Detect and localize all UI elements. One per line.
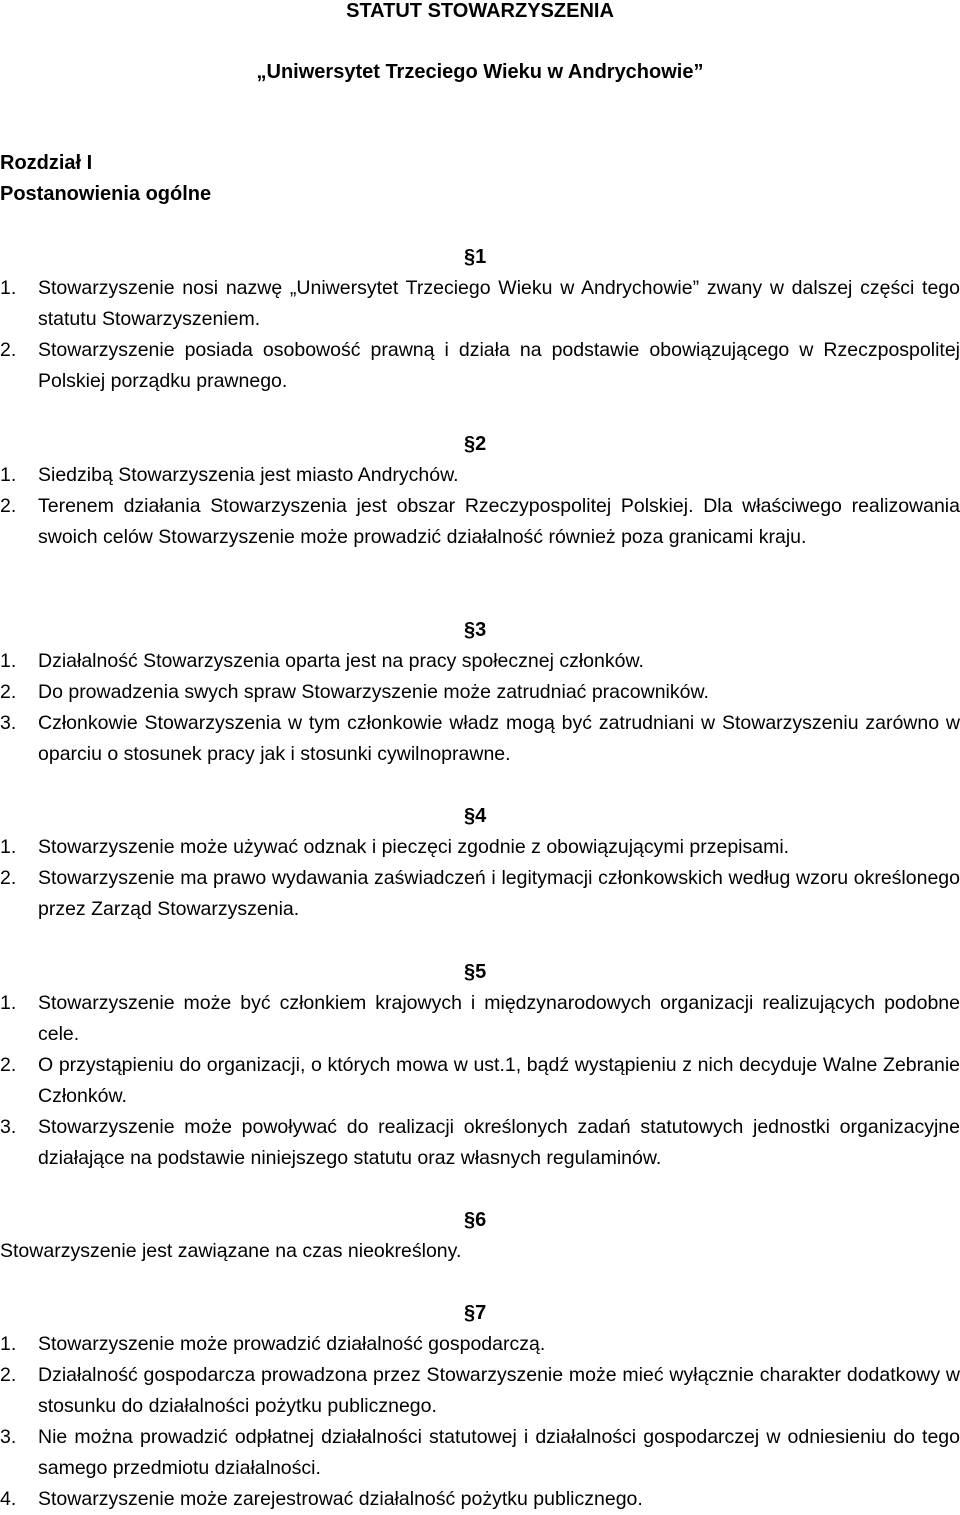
item-number: 1. [0,1333,17,1355]
section-mark: §7 [464,1302,487,1324]
section-5 [0,957,960,1174]
item-text: Stowarzyszenie może zarejestrować działalność pożytku publicznego. [38,1488,643,1510]
document-title: STATUT STOWARZYSZENIA [346,0,614,22]
item-number: 2. [0,867,17,889]
list-item [0,646,960,677]
list-item [0,1050,960,1112]
item-text: Stowarzyszenie ma prawo wydawania zaświadczeń i legitymacji członkowskich według wzoru określonego przez Zarząd Stowarzyszenia. [38,867,960,920]
item-text: O przystąpieniu do organizacji, o których mowa w ust.1, bądź wystąpieniu z nich decyduje Walne Zebranie Członków. [38,1054,960,1107]
section-1 [0,242,960,397]
section-3 [0,615,960,770]
item-number: 2. [0,1054,17,1076]
item-number: 4. [0,1488,17,1510]
list-item [0,708,960,770]
section-4 [0,801,960,925]
list-item [0,988,960,1050]
section-mark: §6 [464,1209,487,1231]
item-number: 1. [0,992,17,1014]
section-mark: §5 [464,961,487,983]
list-item [0,677,960,708]
section-text: Stowarzyszenie jest zawiązane na czas nieokreślony. [0,1240,462,1262]
chapter-heading [0,148,211,210]
chapter-number: Rozdział I [0,152,93,174]
document-subtitle: „Uniwersytet Trzeciego Wieku w Andrychowie” [256,61,704,83]
item-text: Działalność gospodarcza prowadzona przez Stowarzyszenie może mieć wyłącznie charakter dodatkowy w stosunku do działalności pożytku publicznego. [38,1364,960,1417]
list-item [0,1329,960,1360]
section-mark: §2 [464,433,487,455]
section-mark: §1 [464,246,487,268]
item-text: Siedzibą Stowarzyszenia jest miasto Andrychów. [38,464,459,486]
item-text: Do prowadzenia swych spraw Stowarzyszenie może zatrudniać pracowników. [38,681,709,703]
item-number: 3. [0,1116,17,1138]
item-number: 2. [0,1364,17,1386]
item-text: Stowarzyszenie może prowadzić działalność gospodarczą. [38,1333,546,1355]
list-item [0,273,960,335]
list-item [0,1112,960,1174]
list-item [0,832,960,863]
item-text: Działalność Stowarzyszenia oparta jest na pracy społecznej członków. [38,650,644,672]
section-mark: §4 [464,805,487,827]
list-item [0,491,960,553]
item-text: Terenem działania Stowarzyszenia jest obszar Rzeczypospolitej Polskiej. Dla właściwego realizowania swoich celów Stowarzyszenie może prowadzić działalność również poza granicami kraju. [38,495,960,548]
item-text: Stowarzyszenie może używać odznak i pieczęci zgodnie z obowiązującymi przepisami. [38,836,790,858]
list-item [0,1360,960,1422]
list-item [0,460,960,491]
item-text: Stowarzyszenie może powoływać do realizacji określonych zadań statutowych jednostki organizacyjne działające na podstawie niniejszego statutu oraz własnych regulaminów. [38,1116,960,1169]
item-number: 1. [0,650,17,672]
item-number: 3. [0,712,17,734]
item-text: Stowarzyszenie nosi nazwę „Uniwersytet Trzeciego Wieku w Andrychowie” zwany w dalszej części tego statutu Stowarzyszeniem. [38,277,960,330]
item-number: 3. [0,1426,17,1448]
section-2 [0,429,960,553]
list-item [0,1422,960,1484]
section-mark: §3 [464,619,487,641]
chapter-name: Postanowienia ogólne [0,183,212,205]
item-text: Stowarzyszenie może być członkiem krajowych i międzynarodowych organizacji realizujących podobne cele. [38,992,960,1045]
list-item [0,1484,960,1515]
section-6 [0,1205,960,1267]
list-item [0,863,960,925]
item-number: 2. [0,339,17,361]
item-number: 2. [0,495,17,517]
item-number: 1. [0,277,17,299]
item-number: 1. [0,836,17,858]
list-item [0,335,960,397]
item-text: Nie można prowadzić odpłatnej działalności statutowej i działalności gospodarczej w odniesieniu do tego samego przedmiotu działalności. [38,1426,960,1479]
item-text: Członkowie Stowarzyszenia w tym członkowie władz mogą być zatrudniani w Stowarzyszeniu zarówno w oparciu o stosunek pracy jak i stosunki cywilnoprawne. [38,712,960,765]
item-text: Stowarzyszenie posiada osobowość prawną i działa na podstawie obowiązującego w Rzeczpospolitej Polskiej porządku prawnego. [38,339,960,392]
item-number: 1. [0,464,17,486]
section-7 [0,1298,960,1515]
item-number: 2. [0,681,17,703]
